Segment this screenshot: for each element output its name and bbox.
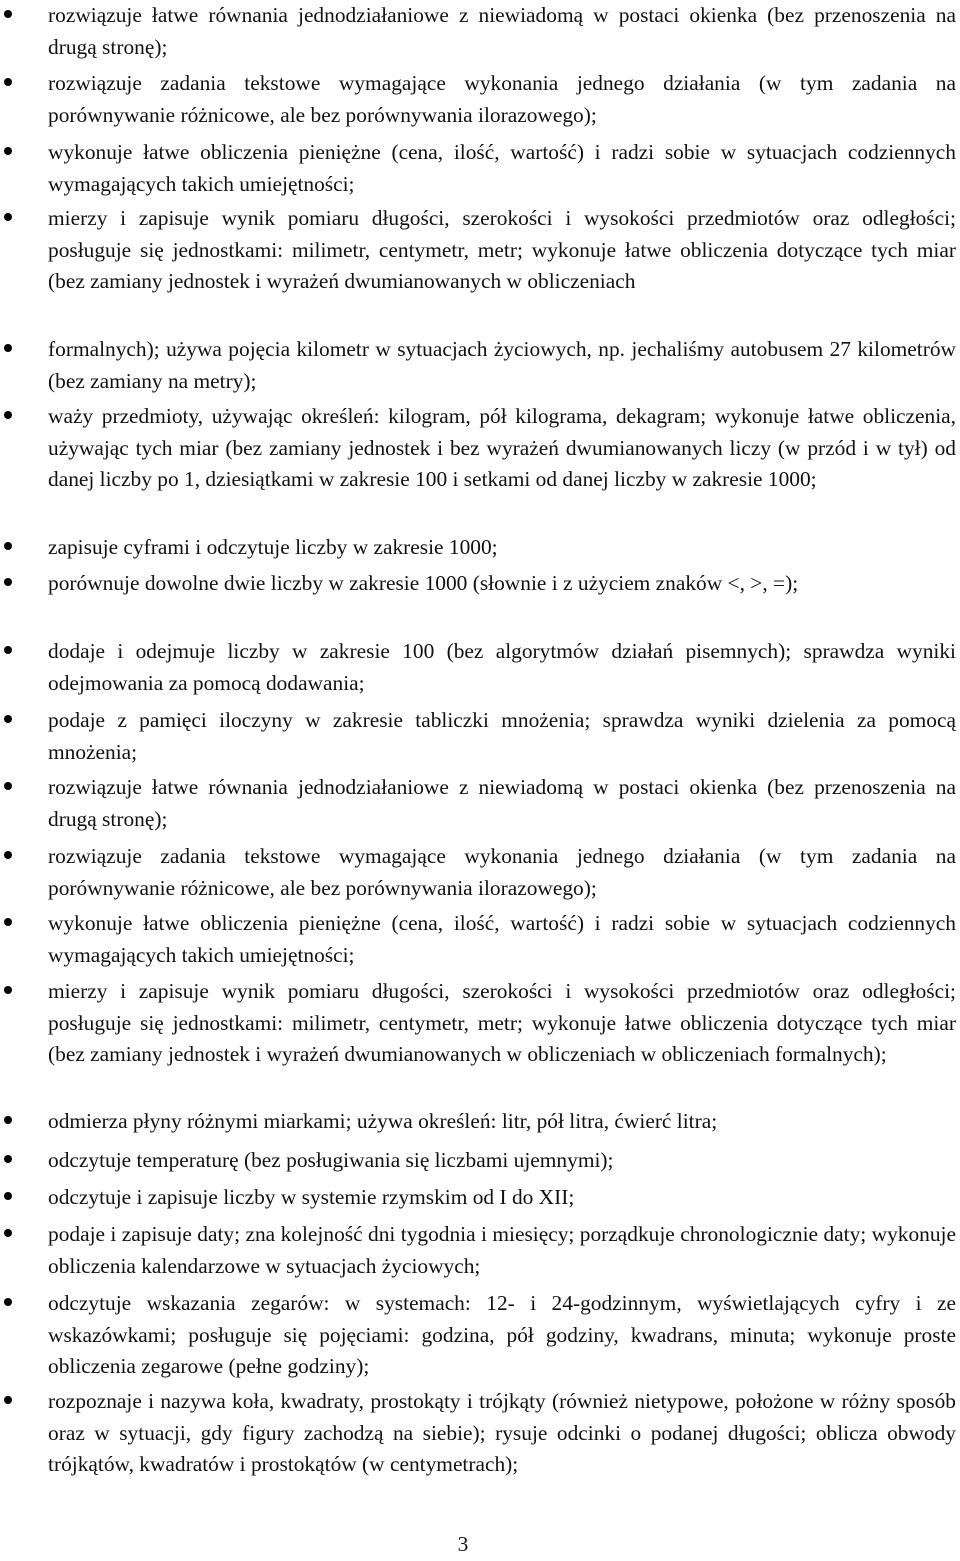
- list-item-text: rozwiązuje zadania tekstowe wymagające wykonania jednego działania (w tym zadania na porównywanie różnicowe, ale bez porównywania ilorazowego);: [48, 844, 956, 900]
- list-item-text: mierzy i zapisuje wynik pomiaru długości, szerokości i wysokości przedmiotów oraz odległości; posługuje się jednostkami: milimetr, centymetr, metr; wykonuje łatwe obliczenia dotyczące tych miar (bez zamiany jednostek i wyrażeń dwumianowanych w obliczeniach: [48, 206, 956, 293]
- bullet-icon: [4, 1116, 12, 1124]
- list-item-text: rozwiązuje łatwe równania jednodziałaniowe z niewiadomą w postaci okienka (bez przenoszenia na drugą stronę);: [48, 775, 956, 831]
- list-item-text: wykonuje łatwe obliczenia pieniężne (cena, ilość, wartość) i radzi sobie w sytuacjach codziennych wymagających takich umiejętności;: [48, 911, 956, 967]
- bullet-icon: [4, 10, 12, 18]
- bullet-icon: [4, 78, 12, 86]
- bullet-icon: [4, 147, 12, 155]
- bullet-icon: [4, 1229, 12, 1237]
- bullet-icon: [4, 542, 12, 550]
- list-item-text: odczytuje wskazania zegarów: w systemach: 12- i 24-godzinnym, wyświetlających cyfry i ze wskazówkami; posługuje się pojęciami: godzina, pół godziny, kwadrans, minuta; wykonuje proste obliczenia zegarowe (pełne godziny);: [48, 1291, 956, 1378]
- page-number: 3: [457, 1532, 469, 1556]
- bullet-icon: [4, 918, 12, 926]
- bullet-icon: [4, 851, 12, 859]
- list-item-text: wykonuje łatwe obliczenia pieniężne (cena, ilość, wartość) i radzi sobie w sytuacjach codziennych wymagających takich umiejętności;: [48, 140, 956, 196]
- list-item-text: podaje z pamięci iloczyny w zakresie tabliczki mnożenia; sprawdza wyniki dzielenia za pomocą mnożenia;: [48, 708, 956, 764]
- list-item-text: mierzy i zapisuje wynik pomiaru długości, szerokości i wysokości przedmiotów oraz odległości; posługuje się jednostkami: milimetr, centymetr, metr; wykonuje łatwe obliczenia dotyczące tych miar (bez zamiany jednostek i wyrażeń dwumianowanych w obliczeniach w obliczeniach formalnych);: [48, 979, 956, 1066]
- list-item-text: zapisuje cyframi i odczytuje liczby w zakresie 1000;: [48, 535, 498, 559]
- list-item-text: odczytuje temperaturę (bez posługiwania się liczbami ujemnymi);: [48, 1148, 614, 1172]
- bullet-icon: [4, 646, 12, 654]
- page-footer: [0, 1531, 960, 1557]
- bullet-icon: [4, 1155, 12, 1163]
- list-item-text: waży przedmioty, używając określeń: kilogram, pół kilograma, dekagram; wykonuje łatwe obliczenia, używając tych miar (bez zamiany jednostek i bez wyrażeń dwumianowanych liczy (w przód i w tył) od danej liczby po 1, dziesiątkami w zakresie 100 i setkami od danej liczby w zakresie 1000;: [48, 404, 956, 491]
- bullet-icon: [4, 715, 12, 723]
- bullet-icon: [4, 411, 12, 419]
- bullet-icon: [4, 1298, 12, 1306]
- list-item-text: rozwiązuje łatwe równania jednodziałaniowe z niewiadomą w postaci okienka (bez przenoszenia na drugą stronę);: [48, 3, 956, 59]
- list-item-text: podaje i zapisuje daty; zna kolejność dni tygodnia i miesięcy; porządkuje chronologicznie daty; wykonuje obliczenia kalendarzowe w sytuacjach życiowych;: [48, 1222, 956, 1278]
- bullet-icon: [4, 986, 12, 994]
- bullet-icon: [4, 344, 12, 352]
- list-item-text: formalnych); używa pojęcia kilometr w sytuacjach życiowych, np. jechaliśmy autobusem 27 kilometrów (bez zamiany na metry);: [48, 337, 956, 393]
- list-item-text: rozpoznaje i nazywa koła, kwadraty, prostokąty i trójkąty (również nietypowe, położone w różny sposób oraz w sytuacji, gdy figury zachodzą na siebie); rysuje odcinki o podanej długości; oblicza obwody trójkątów, kwadratów i prostokątów (w centymetrach);: [48, 1389, 956, 1476]
- bullet-icon: [4, 213, 12, 221]
- bullet-icon: [4, 1396, 12, 1404]
- list-item-text: odmierza płyny różnymi miarkami; używa określeń: litr, pół litra, ćwierć litra;: [48, 1109, 718, 1133]
- bullet-icon: [4, 782, 12, 790]
- list-item-text: dodaje i odejmuje liczby w zakresie 100 (bez algorytmów działań pisemnych); sprawdza wyniki odejmowania za pomocą dodawania;: [48, 639, 956, 695]
- list-item-text: odczytuje i zapisuje liczby w systemie rzymskim od I do XII;: [48, 1185, 575, 1209]
- bullet-icon: [4, 578, 12, 586]
- list-item-text: porównuje dowolne dwie liczby w zakresie 1000 (słownie i z użyciem znaków <, >, =);: [48, 571, 799, 595]
- bullet-icon: [4, 1192, 12, 1200]
- list-item-text: rozwiązuje zadania tekstowe wymagające wykonania jednego działania (w tym zadania na porównywanie różnicowe, ale bez porównywania ilorazowego);: [48, 71, 956, 127]
